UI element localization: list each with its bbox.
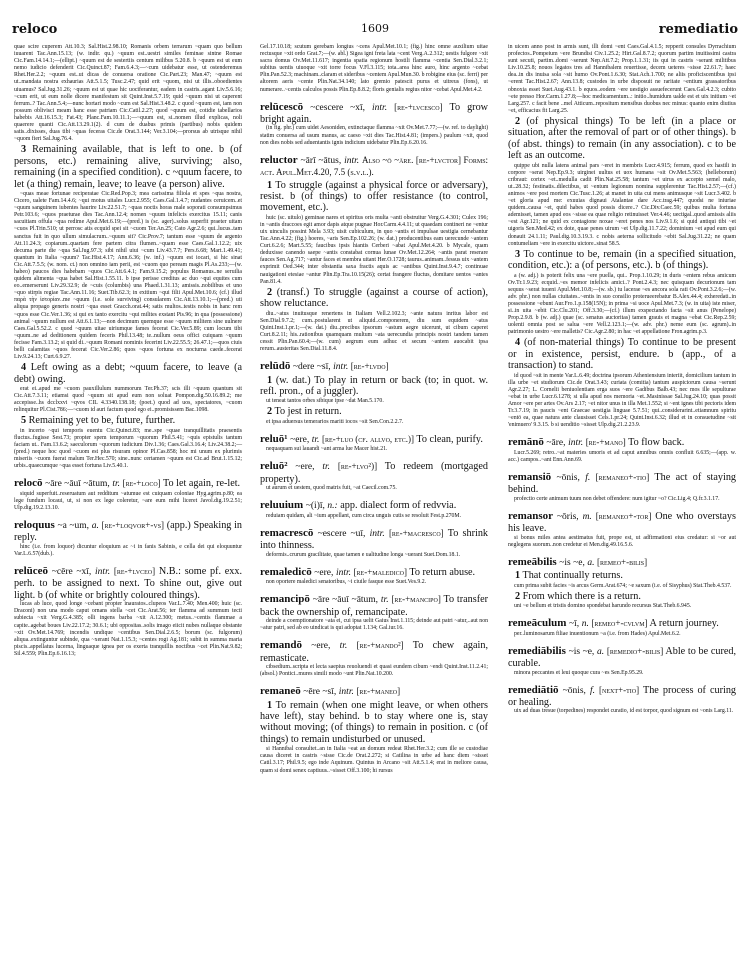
sense-text: To jest in return. xyxy=(274,406,342,418)
entry-forms: ~ere, xyxy=(311,641,331,652)
entry-head xyxy=(508,685,736,709)
sense-definition xyxy=(508,337,736,371)
sense-text: (w. dat.) To play in return or back (to; in quot. w. refl. pron., of a juggler). xyxy=(260,374,488,397)
sense-number: 2 xyxy=(267,406,273,418)
entry-lemma: reluō² xyxy=(260,460,288,473)
sense-definition xyxy=(508,249,736,272)
entry-forms: ~escere ~uī, xyxy=(317,528,366,539)
dictionary-entry xyxy=(260,500,488,520)
sense-text: To remain (when one might leave, or when others have left), stay behind. b to stay where one is, stay without moving; (of things) to remain in position. c (of things) to remain undisturbed or unused. xyxy=(260,699,488,745)
column-1 xyxy=(14,44,242,658)
entry-lemma: remancipō xyxy=(260,593,310,606)
sense-number: 2 xyxy=(515,115,521,127)
entry-grammar: intr. xyxy=(568,438,584,449)
citation-block: quippe ubi nulla latens animal pars ~eret in membris Lucr.4.915; ferrum, quod ex hastili in corpore ~serat Nep.Ep.9.3; uirginei uultus et uox humana ~sit Ov.Met.5.563; (helleborum) cribraut: cortex ~et..medulla cadit Plin.Nat.25.58; tantum ~et uirus ex accepto semel malo, ut..28.32; festinatis..dilectibus, ut ~entum legionum nomina supplerentur Tac.Hist.2.57;—(cf.) animos ~ere post mortem Cic.Tusc.1.26; at manet in uita cui mens animusque ~sit Lucr.3.402. b ~et gloria apud me: exuuias dignaui Atalantae dare Acc.trag.447; quodsi ne iniuriae quidem..causa ~et, quid habes quod possis dicere..? Cic.Div.Caec.59; quibus multa fortuna ademisset, tamen apud eos ~sisse ea quae religio retinuisset Ver.4.46; uectigal..quod amissis aliis ~est Agr.121; ne quid ex contagione noxae ~eret penes nos Liv.9.1.6; si quid antiqui tibi ~et uigoris Sen.Med.42; ex dote, quae penes uirum ~et Ulp.dig.11.7.22; dominium ~et apud eum qui donauit 24.1.11; Paul.dig.10.3.19.3. c nobis aeterna sollicitudo ~ebit Sal.Jug.31.22; ne quam contumeliam ~ere in exercitu uictore..sinat 58.5. xyxy=(508,162,736,247)
citation-block: uix ad duas tresue (torpedines) respondet curatio, id est torpor, quod signum est ~onis Larg.11. xyxy=(514,708,734,715)
entry-lemma: reloquus xyxy=(14,519,55,532)
entry-grammar: tr. xyxy=(339,641,348,652)
entry-etymology: [remaneo+-tor] xyxy=(595,510,652,521)
entry-head xyxy=(260,500,488,512)
entry-forms: ~ere, xyxy=(290,434,310,445)
citation-block: reduiam quidam, ali ~ium appellant, cum circa unguis cutis se resoluit Fest.p.270M. xyxy=(266,512,462,519)
entry-lemma: remaledicō xyxy=(260,565,312,578)
entry-forms: ~ere, xyxy=(314,567,334,578)
sense-text: Left owing as a debt; ~quum facere, to leave (a debt) owing. xyxy=(14,362,243,385)
entry-head xyxy=(508,472,736,496)
entry-head xyxy=(14,520,242,544)
entry-definition: To redeem (mortgaged property). xyxy=(260,461,488,485)
entry-head xyxy=(260,640,488,664)
citation-block: deinde a coemptionatore ~ata ei, cui ipsa uelit Gaius Inst.1.115; deinde aut patri ~atur,..aut non ~atur patri, sed ab eo uindicat is qui adoptat 1.134; Gal.iur.16. xyxy=(260,618,488,632)
citation-block: a (w. adj.) is poterit felix una ~ere puella, qui.. Prop.1.10.29; in duris ~entem rebus amicum Ov.Tr.1.9.23; ecquid..~es memor infelicis amici..? Pont.2.4.3; nec quisquam decurionum tam sequus ~serat iuueni Apul.Met.10.8;—(w. sb.) tu lacerae ~es ancora sola rati Ov.Pont.3.2.6;—(w. adv. phr.) non nullas ciuitates..~entis in suo consilio proterueerebatur B.Alex.44.4; exheredati..in possessione ~ebunt Aur.Fro.1.p.158(15N); in prima ~si uoce Apul.Met.7.3; (w. in uita) iste miser, si..in uita ~ebit Cic.Clu.201; Off.3.30;—(cf.) illum exspectando facta ~sit anus (Penelope) Prop.2.9.8. b (w. adj.) quae (sc. senatus auctoritas) tamen grauis et magna ~ebat Cic.Rep.2.59; uolenti omnia post se salua ~ere Vell.2.123.1;—(w. adv. phr.) neme eum (sc. agrum)..in patrimonio uestro ~ere malletis? Cic.Agr.2.80; in hac ~et appellatione Fron.agrim.p.3. xyxy=(508,272,736,336)
entry-etymology: [re-+maneo] xyxy=(356,686,401,697)
entry-head xyxy=(260,594,488,618)
entry-grammar: f. xyxy=(589,685,595,696)
entry-head xyxy=(14,566,242,601)
entry-forms: ~dere ~sī, xyxy=(292,362,331,373)
citation-block: non oportere maledici senatoribus, ~i ciuile fasque esse Suet.Ves.9.2. xyxy=(266,579,427,586)
entry-lemma: remediābilis xyxy=(508,644,566,657)
entry-etymology: [remeo+-bilis] xyxy=(597,556,648,567)
entry-etymology: [re-+lvceo] xyxy=(113,566,156,577)
entry-grammar: n. xyxy=(581,619,589,630)
sense-text: That continually returns. xyxy=(522,570,623,582)
entry-definition: One who overstays his leave. xyxy=(508,510,736,535)
entry-lemma: remeāculum xyxy=(508,617,567,630)
sense-number: 2 xyxy=(267,286,273,298)
citation-block: ut aurum et uestem, quod matris fuit, ~at Caecil.com.75. xyxy=(266,485,397,492)
entry-head xyxy=(260,461,488,485)
entry-grammar: intr. xyxy=(333,362,349,373)
entry-etymology: [next+-tio] xyxy=(599,684,640,695)
entry-etymology: [re-+lvcesco] xyxy=(394,101,443,112)
entry-head xyxy=(14,478,242,490)
entry-grammar: tr. xyxy=(322,462,331,473)
entry-grammar: intr. xyxy=(95,567,111,578)
entry-etymology: Also ~ō ~āre. [re-+lvctor] Forms: act. Apul.Met.4.20, 7.5 (s.v.l.). xyxy=(260,154,489,178)
entry-lemma: remansor xyxy=(508,509,554,522)
entry-definition: To return abuse. xyxy=(409,566,476,578)
entry-definition: A return journey. xyxy=(649,618,719,630)
entry-etymology: [re-+lvo²)] xyxy=(337,461,378,472)
entry-head xyxy=(260,686,488,698)
sense-definition xyxy=(14,362,242,385)
sense-definition xyxy=(508,591,736,602)
entry-head xyxy=(260,528,488,552)
sense-definition xyxy=(508,570,736,581)
entry-head xyxy=(260,567,488,579)
entry-head xyxy=(260,102,488,126)
citation-block: id quod ~sit in mente Var.L.6.49; doctrina ipsorum Atheniensium interiit, domicilium tantum in illa urbe ~et studiorum Cic.de Orat.3.43; curiata (comitia) tantum auspiciorum causa ~serunt Agr.2.27; L. Cornelii beniuolentiam erga suos ~ere Gadibus Balb.43; nec mos ille sepulturae ~ebat in urbe Lucr.6.1278; si ulla apud nos memoria ~et..Masinissae Sal.Jug.24.10; quas possit Amor ~ere per artes Ov.Ars 2.17; ~et nitor unus in illa Met.1.552; si ~ent ignes tibi pectoris idem Tr.3.7.19; in paucis ~ent Graecae uestigia linguae 5.7.51; qui..considerarint..etiamnum spiritu ~entō ea, quae natura ante clausisset Cels.1.pr.24; Quint.Inst.6.32; illud et in consuetudine ~sit 'enimuero' 9.3.15. b si uenditio ~sisset Ulp.dig.21.2.23.9. xyxy=(508,372,736,429)
citation-block: cibsedium..scripta et lecta saepius reuoluendi et quasi eundem cibum ~endi Quint.Inst.11.2.41; (absol.) Pontici..mures simili modo ~unt Plin.Nat.10.200. xyxy=(260,664,488,678)
entry-head xyxy=(508,618,736,630)
entry-lemma: remeābilis xyxy=(508,555,557,568)
entry-lemma: relocō xyxy=(14,477,43,490)
entry-definition: Able to be cured, curable. xyxy=(508,645,737,670)
entry-forms: ~ōnis, xyxy=(556,472,580,483)
entry-head xyxy=(508,511,736,535)
entry-lemma: remacrescō xyxy=(260,526,314,539)
entry-definition: (app.) Speaking in reply. xyxy=(14,520,243,544)
dictionary-entry xyxy=(14,520,242,558)
citation-block: diu..~atus inuitusque renertens in Italiam Vell.2.102.3; ~ante natura inritus labor est Sen.Dial.9.7.2; cum..postularent ut aliquid..componerem, diu sum equidem ~atus Quint.Inst.1.pr.1;—(w. dat.) diu..precibus ipsorum ~astum aegre uicerunt, ut cibum caperet Curt.8.2.11; his..rationibus quamquam multum ~ata uerecundia principis nostri tandem tamen cessit Plin.Pan.60.4;—(w. cum) aegrum eum adhuc et secum ~antem auocabit ipsa rerum..austeritas Sen.Dial.11.8.4. xyxy=(260,310,488,352)
entry-grammar: intr. xyxy=(372,102,388,113)
entry-definition: app. dialect form of redvvia. xyxy=(340,500,457,512)
citation-block: in uicem anno post in armis sunt, illi domi ~ent Caes.Gal.4.1.5; repperit consules Dyrrachium profectos..Pompeium ~ere Brundisi Civ.1.25.2; Hirt.Gal.8.7.2; quorum partim inuitissimi castra sunt secuti, partim..domi ~serunt Nep.Att.7.2; Prop.1.1.31; iis qui in castris ~serant militibus Liv.10.25.8; nouos legatos tres ad Hannibalem reuertisse, decem ueteres ~sisse 22.61.7; haec dea..in dis inuisa sola ~sit humo Ov.Pont.1.6.30; Stat.Ach.1.700; ne aliis proficiscentibus ipsi ~erent Tac.Hist.2.67; Ann.13.8; custodes in urbe disposuit ne raritate ~entium grassatoribus obnoxia esset Suet.Aug.43.1. b equos..eodem ~ere uestigio assuefecerunt Caes.Gal.4.2.3; cubito ~ete presso Hor.Carm.1.27.8;—hoc medicamentum..: initio..humidum ualde est et uix initium ~et Larg.257. c facit bene ..mel Atticum..repositum mensibus duobus nec minus: quanto enim diutius ~et, efficacius fit Larg.25. xyxy=(508,44,736,114)
entry-head xyxy=(508,646,736,670)
dictionary-entry xyxy=(14,566,242,658)
dictionary-entry xyxy=(508,511,736,549)
citation-block: in incerto ~qui temporis euentu Cic.Quinct.83; me..spe ~quae tranquillitatis praesentis fluctus..fugisse Sest.73; propter spem temporum ~quorum Phil.5.41; ~quis epistulis tantum faciam ut.. Fam.13.6.2; saeculorum ~quorum iudicium Div.1.36; Caes.Gal.3.16.4; Liv.24.38.2;—(pred.) neque hoc quod ~cuom est plus risuram opinor Pl.Cas.858; hoc mi unum ex plurimis miseriis ~cuom fuerat malum Ter.Hec.570; sine..nunc certamen ~quum est Cic.ad Brut.1.15.12; urbis..quaecumque ~qua esset fortuna Liv.5.40.1. xyxy=(14,427,242,470)
dictionary-entry xyxy=(508,646,736,677)
entry-etymology: [re-+loqvor+-vs] xyxy=(101,520,165,531)
entry-etymology: [re-+mancipo] xyxy=(391,594,441,605)
sense-definition xyxy=(14,415,242,426)
dictionary-entry xyxy=(260,640,488,678)
sense-number: 1 xyxy=(267,374,273,386)
entry-head xyxy=(260,361,488,373)
entry-lemma: remandō xyxy=(260,639,302,652)
citation-block: (in fig. phr.) cum uidet Aesoniden, extinctaque flamma ~xit Ov.Met.7.77;—(w. ref. to daylight) statim conuersa ad usum manus, ac caeso ~xit dies Tac.Hist.4.81; (impers.) paulum ~xit, quod non dies nobis sed aduentantis ignis indicium uidebatur Plin.Ep.6.20.16. xyxy=(260,125,488,146)
entry-lemma: remansiō xyxy=(508,470,552,483)
entry-forms: ~āre ~āuī ~ātum, xyxy=(312,595,379,606)
citation-block: hinc (i.e. from loquor) dicuntur eloquium ac ~i in fanis Sabinis, e cella dei qui eloquuntur Var.L.6.57(dub.). xyxy=(14,543,242,557)
citation-block: ut teneat tantos orbes sibique ipse ~dat Man.5.170. xyxy=(266,398,384,405)
citation-block: siquid superfuit..reseruatum aut redditum ~atumue est cuiquam coloniae Hyg.agrim.p.80; ea lege fundum locaui, ut, si non ex lege coleretur, ~are eum mihi liceret Javol.dig.19.2.51; Ulp.dig.19.2.13.10. xyxy=(14,490,242,511)
sense-text: To struggle (against a physical force or adversary), resist. b (of things) to offer resistance (to control, movement, etc.). xyxy=(260,179,488,214)
citation-block: erat ei..apud me ~cuom pauxillulum nummorum Ter.Ph.37; scis illi ~quum quantum sit Cic.Att.7.3.11; etiamsi quod ~quum sit apud eum non soluat Pompon.dig.50.16.89.2; me accepisse..hs dcclxxvi ~qvos CIL 4.3340.138.18; (poet.) quod ad uos, spectatores, ~cuom relinquitur Pl.Cist.786;—~cuom id auri factum quod ego ei..promisissem Bac.1098. xyxy=(14,386,242,414)
entry-definition: To let again, re-let. xyxy=(163,478,241,490)
citation-block: per..luminosarum filiae inuentionum ~a (i.e. from Hades) Apul.Met.6.2. xyxy=(514,630,681,637)
sense-text: (of physical things) To be left (in a place or situation, after the removal of part or of other things). b (of abst. things) to remain (in any association). c to be left as an outcome. xyxy=(508,115,736,162)
sense-definition xyxy=(260,406,488,417)
entry-head xyxy=(508,437,736,449)
dictionary-entry xyxy=(260,567,488,587)
entry-definition: To clean, purify. xyxy=(416,433,483,445)
entry-etymology: [re-+macresco] xyxy=(388,527,444,538)
entry-etymology: [re-+luo (cf. allvo, etc.)] xyxy=(321,433,414,444)
citation-block: huic (sc. uitulo) geminae nares et spiritus oris multa ~anti obstruitur Verg.G.4.301; Culex 196; in ~antis draccoes egit amor dapis atque pugnae Hor.Carm.4.4.11; ut quaedam contineri ne ~entur uix uinculis possint Mela 3.93; uisit cubiculum, in quo ~antis et impulsae uestigia cernebantur Tac.Ann.4.22; (fig.) hoeres, ~aris Sen.Ep.102.26; (w. dat.) producentibus eam uerecunde ~antem Curt.6.2.6; Mart.5.55; faucibus ipsis hiantis Cerberi ~abat Apul.Met.4.20. b Mycale, quam deduxisse canendo saepe ~antis constabat cornua lunae Ov.Met.12.264; ~antis parat reserare fauces Sen.Ag.717; ~antur faces et membra uitant Her.O.1728; taurus..animam..fessus uix ~antem exprimit Oed.344; inter obstantia saxa fractis aquis ac ~antibus Quint.Inst.9.4.7; continuae nauigationi etesiae ~antur Plin.Ep.Tra.10.15(26); certat frangere fluctus, domitare uentos ~antes Pan.81.4. xyxy=(260,214,488,285)
sense-text: (transf.) To struggle (against a course of action), show reluctance. xyxy=(260,286,488,310)
entry-lemma: relūcescō xyxy=(260,100,304,113)
dictionary-entry xyxy=(508,618,736,638)
entry-grammar: tr. xyxy=(311,434,320,445)
dictionary-entry xyxy=(260,594,488,632)
sense-text: Remaining available, that is left to one. b (of persons, etc.) remaining alive, surviving; also, remaining (in a specified condition). c ~quum facere, to let (a thing) remain, leave; to leave (a person) alive. xyxy=(14,144,242,190)
entry-grammar: a. xyxy=(597,646,605,657)
entry-definition: To chew again, remasticate. xyxy=(260,640,488,664)
running-header xyxy=(12,22,738,42)
sense-text: To continue to be, remain (in a specified situation, condition, etc.): a (of persons, etc.). b (of things). xyxy=(508,248,736,272)
citation-block: Lucr.5.269; retro..~at materies umoris et ad caput amnibus omnis confluit 6.635;—(app. w. acc.) campos..~ant Enn.Ann.69. xyxy=(508,449,736,463)
entry-definition: To shrink into thinness. xyxy=(260,527,489,552)
sense-definition xyxy=(260,180,488,214)
entry-etymology: [re-+maledico] xyxy=(353,566,407,577)
entry-definition: The process of curing or healing. xyxy=(508,684,737,709)
entry-lemma: reluō¹ xyxy=(260,432,288,445)
sense-definition xyxy=(14,144,242,190)
entry-grammar: a. xyxy=(587,557,595,568)
entry-grammar: intr. xyxy=(369,528,385,539)
sense-definition xyxy=(260,700,488,746)
entry-etymology: [remeo+-cvlvm] xyxy=(591,618,648,629)
entry-forms: ~āre, xyxy=(546,438,566,449)
citation-block: cum prima subit facies ~is arcus Germ.Arat.674; ~e saxum (i.e. of Sisyphus) Stat.Theb.4.537. xyxy=(514,582,732,589)
entry-forms: ~cescere ~xī, xyxy=(310,102,366,113)
citation-block: nequaquam sui lauandi ~ant arma lue Macer hist.21. xyxy=(266,446,388,453)
citation-block: et ipsa aduersus temerarios mariti iocos ~sit Sen.Con.2.2.7. xyxy=(266,418,404,425)
entry-grammar: m. xyxy=(582,511,592,522)
entry-grammar: intr. xyxy=(335,567,352,578)
dictionary-entry xyxy=(508,437,736,464)
entry-lemma: reluctor xyxy=(260,153,298,166)
dictionary-entry xyxy=(508,685,736,716)
entry-lemma: relūceō xyxy=(14,565,49,578)
entry-etymology: [remedio+-bilis] xyxy=(606,645,664,656)
column-2 xyxy=(260,44,488,775)
entry-definition: N.B.: some pf. exx. perh. to be assigned to next. To shine out, give out light. b (of white or brightly coloured things). xyxy=(14,566,243,601)
sense-number: 5 xyxy=(21,415,27,427)
sense-text: From which there is a return. xyxy=(522,590,641,602)
dictionary-entry xyxy=(260,434,488,454)
entry-etymology: [re-+mano] xyxy=(585,437,626,448)
entry-lemma: remaneō xyxy=(260,685,301,698)
entry-definition: The act of staying behind. xyxy=(508,471,737,496)
citation-block: si Hannibal consultet..an in Italia ~eat an domum redeat Rhet.Her.3.2; cum ille se custodiae causa diceret in castris ~sisse Cic.de Orat.2.272; si Catilina in urbe ad hanc diem ~sisset Catil.3.17; Phil.9.5; ego inde Aquinum. Quintus in Arcano ~sit Att.5.1.4; erat in meliore causa, quam si domi senex captiuus..~sisset Off.3.100; hi rursus xyxy=(260,746,488,774)
entry-grammar: f. xyxy=(585,472,591,483)
entry-definition: To flow back. xyxy=(628,437,685,449)
citation-block: minora peccantes et leui quoque cura ~es Sen.Ep.95.29. xyxy=(514,669,644,676)
sense-number: 3 xyxy=(21,144,27,156)
entry-etymology: [re-+loco] xyxy=(122,478,161,489)
entry-lemma: remānō xyxy=(508,436,544,449)
sense-text: (of non-material things) To continue to be present or in existence, persist, endure. b (app., of a transaction) to stand. xyxy=(508,337,736,372)
sense-definition xyxy=(260,375,488,398)
citation-block: uni ~e bellum et tristis domino spondebat harundo recursus Stat.Theb.6.945. xyxy=(514,603,692,610)
entry-forms: ~ōris, xyxy=(556,511,579,522)
dictionary-entry xyxy=(260,686,488,698)
sense-number: 1 xyxy=(515,570,521,582)
citation-block: Gel.17.10.18; scutum gerebam longius ~cens Apul.Met.10.1; (fig.) hinc omne auxilium uitae rectusque ~xit ordo Grat.7;—(w. abl.) Sigea igni freta lata ~cent Verg.A.2.312; uestis fulgore ~xit sacra domus Ov.Met.11.617; ingentia spatia regionum hostili flamma ~centia Sen.Dial.3.2.1; subitus uentis uiuoque ~xit torre focus V.Fl.3.115; tota..area hinc auro, hinc argento ~cebat Plin.Pan.52.3; machinam..claram et sideribus ~centem Apul.Mun.30. b robigine eius (sc. ferri) per altorem aeris ~cente Plin.Nat.34.140; lato gremio patescit purus et uitreus (fons), ut numerare..~centis calculos possis Plin.Ep.8.8.2; floris genialis regius nitor ~cebat Apul.Met.4.2. xyxy=(260,44,488,93)
dictionary-entry xyxy=(14,478,242,512)
sense-definition xyxy=(508,116,736,162)
entry-forms: ~is ~e, xyxy=(559,557,585,568)
entry-head xyxy=(260,434,488,446)
sense-number: 1 xyxy=(267,699,273,711)
entry-lemma: remediātiō xyxy=(508,683,559,696)
citation-block: quae scire cuperem Att.10.3; Sal.Hist.2.98.10; Romanis orbem terrarum ~quam quo bellum iuuarent Tac.Ann.15.13; (w. indir. qu.) ~quum est..uestri similes feminae sintne Romae Cic.Fam.14.14.1;—(ellipt.) ~quum est de sestertiis centum milibus 5.20.8. b ~quum est ut eum nemo iudicio defenderit Cic.Quinct.87; Fam.6.4.3;—~cum uidebatur esse, ut ostenderemus Rhet.Her.2.2; ~quum est..ut dicas de conuersa oratione Cic.Part.23; Man.47; ~quum est ut..mandata nostra exhaurias Att.5.1.5; Tusc.2.47; quid erit ~quom, nisi ut illis..oboedientes uiuamus? Sal.Jug.31.26; ~quum est ut quae hic uociferantur, eadem in castris..agant Liv.5.6.16; ~cum erit, ut eum nolle dicere manifestum sit Quint.Inst.5.7.19; quid ~quum nisi ut caperent ferrum..? Tac.Ann.5.4;—nunc hortari modo ~cum est Sal.Hist.3.48.2. c quod ~quum est, iam non possum oblivisci meam hanc esse patriam Cic.Catil.2.27; quod ~quum est, cotidie tabellarios habebis Att.16.15.3; Fat.43; Planc.Fam.10.11.1;—~quum est, si..nomen illud explicas, noli quaerere quanti Cic.Att.13.29.1(2). d cum de duabus primis (partibus) nobis quidem satis..dixisses, duas tibi ~quas feceras Cic.de Orat.3.144; Ver.3.104;—prorsus ab utrisque nihil ~quom fieri Sal.Jug.76.4. xyxy=(14,44,242,143)
entry-grammar: tr. xyxy=(112,479,121,490)
entry-forms: ~is ~e, xyxy=(568,646,595,657)
sense-number: 4 xyxy=(515,337,521,349)
entry-forms: ~ēre ~sī, xyxy=(303,687,337,698)
sense-text: Remaining yet to be, future, further. xyxy=(28,415,176,427)
entry-forms: ~a ~um, xyxy=(57,521,90,532)
dictionary-entry xyxy=(260,102,488,147)
entry-head xyxy=(260,155,488,179)
citation-block: lucas ab luce, quod longe ~cebant propter inauratos..clupeos Var.L.7.40; Men.400; huic (sc. Draconi) non una modo caput ornans stella ~cet Cic.Arat.56; ter flamma ad summum tecti subiecta ~xit Verg.G.4.385; olli ingens barba ~xit A.12.300; metus..~centis flammae a capite..agebat boues Liv.22.17.2; 30.6.1; ubi oppositas..solis imago eiicit nubes nullaque obstante ~xit Ov.Met.14.769; incendis undique ~centibus Sen.Dial.2.6.5; borum (sc. fulgorum) aliqua..extinguntur subinde, qua ~xerant Nat.1.15.3; ~centes rogi Ag.181; subit in summa maria piscis..appellatus lucerna, linguaque ignea per os exerta tranquillis noctibus ~cet Plin.Nat.9.82; Sil.4.559; Plin.Ep.6.16.13; xyxy=(14,601,242,657)
dictionary-entry xyxy=(260,528,488,559)
dictionary-entry xyxy=(508,472,736,503)
entry-forms: ~ere, xyxy=(295,462,315,473)
entry-etymology: [re-+mando²] xyxy=(356,640,404,651)
dictionary-entry xyxy=(508,557,736,569)
entry-etymology: [remaneo+-tio] xyxy=(595,471,650,482)
citation-block: si bonus miles antea aestimatus fuit, prope est, ut adfirmationi eius credatur: si ~or aut neglegens suorum..non credetur ei Men.dig.49.16.5.6. xyxy=(508,534,736,548)
sense-number: 3 xyxy=(515,248,521,260)
entry-lemma: relūdō xyxy=(260,360,291,373)
entry-grammar: intr. xyxy=(344,155,360,166)
entry-definition: To transfer back the ownership of, remancipate. xyxy=(260,594,489,618)
right-running-headword: remediatio xyxy=(658,22,738,37)
entry-forms: ~cēre ~xī, xyxy=(51,567,92,578)
citation-block: profectio certe animum tuum non debet offendere: num igitur ~o? Cic.Lig.4; Q.fr.3.1.17. xyxy=(514,495,720,502)
entry-grammar: tr. xyxy=(380,595,389,606)
entry-definition: To grow bright again. xyxy=(260,101,489,126)
dictionary-entry xyxy=(260,361,488,373)
column-3 xyxy=(508,44,736,716)
entry-grammar: a. xyxy=(91,521,99,532)
page-number: 1609 xyxy=(361,22,389,35)
sense-number: 1 xyxy=(267,179,273,191)
sense-definition xyxy=(260,287,488,310)
citation-block: deformis..crurum gracilitate, quae tamen e ualitudine longa ~uerant Suet.Dom.18.1. xyxy=(266,551,461,558)
dictionary-entry xyxy=(260,461,488,492)
dictionary-entry xyxy=(260,155,488,179)
entry-forms: ~(i)ī, xyxy=(305,501,325,512)
sense-number: 4 xyxy=(21,362,27,374)
left-running-headword: reloco xyxy=(12,22,58,37)
sense-number: 2 xyxy=(515,590,521,602)
entry-grammar: intr. xyxy=(338,687,354,698)
entry-lemma: reluuium xyxy=(260,499,304,512)
entry-forms: ~āre ~āuī ~ātum, xyxy=(45,479,110,490)
entry-forms: ~ārī ~ātus, xyxy=(300,155,342,166)
entry-grammar: n.: xyxy=(327,501,338,512)
entry-head xyxy=(508,557,736,569)
entry-etymology: [re-+lvdo] xyxy=(350,361,389,372)
citation-block: ~quas meae fortunae reciperatae Cic.Red.Pop.3; mea carissima filiola et spes ~qua nostra, Cicero, ualete Fam.14.4.6; ~qui motus uitales Lucr.2.955; Caes.Gal.1.4.7; nudantes ceruicem..et ~quum sanguinem iubentes haurire Liv.22.51.7; ~quas noctis horas male soporati consumpsimus Petr.103.6; ~quos praeturae dies Tac.Ann.12.4; nomen ~quum infelicis exercitus 15.11; canis sacuitiam offula ~qua redime Apul.Met.6.19;—(pred.) is (sc. ager)..solus superfit praeter uitam ~cuos Pl.Trin.510; ut perrosc atis ecquid spei sit ~cuom Ter.An.25; Cato Agr.2.6; qui..lucus..tam sanctus fuit in quo ullum simulacrum..~quum sit? Cic.Prov.7; tantum esse ~quum de argento Att.11.24.3; copiarum..quartam fere partem citra flumen..~quam esse Caes.Gal.1.12.2; uix decuma parte die ~qua Sal.Jug.97.3; sibi nihil uiui ~cum Liv.43.7.7; Pers.6.68; Mart.1.49.41; quantum in Italia ~quum? Tac.Hist.4.17; Ann.6.36; (w. inf.) ~quum est iocari, si hic sinat Cic.Att.7.5.5; (w. nom. ct.) non omnino iam perii, est ~cuom quo peream magis Pl.As.233;—(w. habeo) paucos dies habebam ~quos Cic.Att.6.4.1; Fam.9.15.2; populus Romanus..ne seruilia quidem alimenta ~qua habet Sal.Hist.1.55.11. b ipse perisse creditus ac duo ~qui equites cum eo..emerserunt Liv.29.32.9; de ~cuis (columbis) una Phaed.1.31.13; amissis..nobilibus et uno ~quo stirpis regiae Tac.Ann.11.16; Suet.Tib.62.3; in exitium ~qui filii Apul.Met.10.6; (cf.) illud παρὰ τὴν ἱστορίαν..me ~quum (i.e. sole surviving) consularem Cic.Att.13.10.1;—(pred.) uti aliqua propago generis nostri ~qua esset Gracch.orat.44; satis multos..testis nobis in hanc rem ~quos esse Cic.Ver.1.36; si qui ex tanto exercitu ~qui milites exstant Pis.96; in qua (possessione) animal ~quum nullum est Att.6.1.13;—non decimum quemque esse ~quum militem sine uulnere Caes.Gal.5.52.2. c quod ~quum uitae uiriumque fames fecerat Cic.Ver.5.89; cum locum tibi ~quum..ne ad deditionem quidem feceris Phil.13.48; te..nullum oeus offici cuiquam ~quum fecisse Fam.3.13.2; si quid di..~quum Romani nominis fecerint Liv.22.55.5; 26.47.1;—quos ciuis belli calamitas ~quos fecerat Cic.Ver.2.86; quos ~quos fortuna ex nocturna caede..fecerat Liv.9.24.13; Curt.6.9.27. xyxy=(14,190,242,361)
entry-forms: ~ī, xyxy=(569,619,580,630)
entry-forms: ~ōnis, xyxy=(562,685,586,696)
